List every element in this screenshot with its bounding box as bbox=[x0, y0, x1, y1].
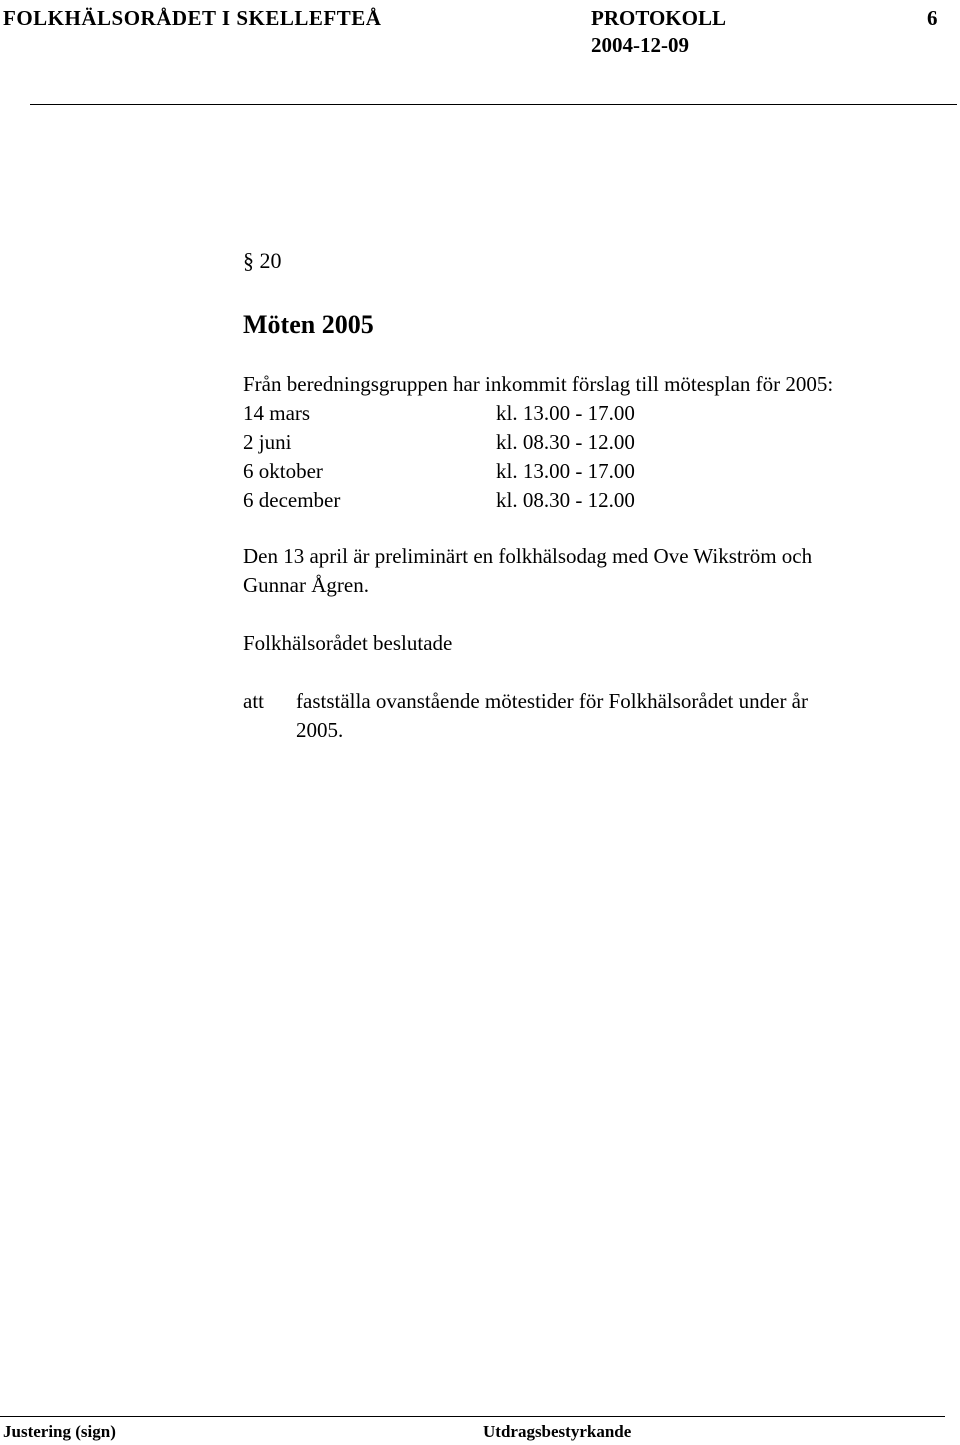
health-day-note bbox=[243, 542, 812, 600]
schedule-date: 14 mars bbox=[243, 401, 311, 425]
paragraph-number: § 20 bbox=[243, 248, 282, 273]
footer-justering: Justering (sign) bbox=[3, 1422, 116, 1441]
schedule-date: 6 december bbox=[243, 488, 341, 512]
section-title: Möten 2005 bbox=[243, 310, 374, 339]
decision-heading: Folkhälsorådet beslutade bbox=[243, 631, 453, 655]
schedule-time: kl. 13.00 - 17.00 bbox=[496, 459, 635, 483]
document-type: PROTOKOLL bbox=[591, 6, 726, 30]
decision-line: fastställa ovanstående mötestider för Folkhälsorådet under år bbox=[296, 689, 808, 713]
organization-name: FOLKHÄLSORÅDET I SKELLEFTEÅ bbox=[3, 6, 382, 30]
header-divider bbox=[30, 104, 957, 105]
decision-text bbox=[296, 687, 808, 745]
schedule-date: 2 juni bbox=[243, 430, 292, 454]
note-line: Den 13 april är preliminärt en folkhälsodag med Ove Wikström och bbox=[243, 544, 813, 568]
decision-line: 2005. bbox=[296, 718, 344, 742]
document-date: 2004-12-09 bbox=[591, 33, 689, 57]
note-line: Gunnar Ågren. bbox=[243, 573, 369, 597]
schedule-time: kl. 13.00 - 17.00 bbox=[496, 401, 635, 425]
intro-text: Från beredningsgruppen har inkommit förslag till mötesplan för 2005: bbox=[243, 372, 834, 396]
schedule-time: kl. 08.30 - 12.00 bbox=[496, 488, 635, 512]
footer-utdragsbestyrkande: Utdragsbestyrkande bbox=[483, 1422, 632, 1441]
schedule-time: kl. 08.30 - 12.00 bbox=[496, 430, 635, 454]
footer-divider bbox=[0, 1416, 945, 1417]
page-number: 6 bbox=[927, 6, 938, 30]
schedule-date: 6 oktober bbox=[243, 459, 323, 483]
decision-label: att bbox=[243, 689, 264, 713]
